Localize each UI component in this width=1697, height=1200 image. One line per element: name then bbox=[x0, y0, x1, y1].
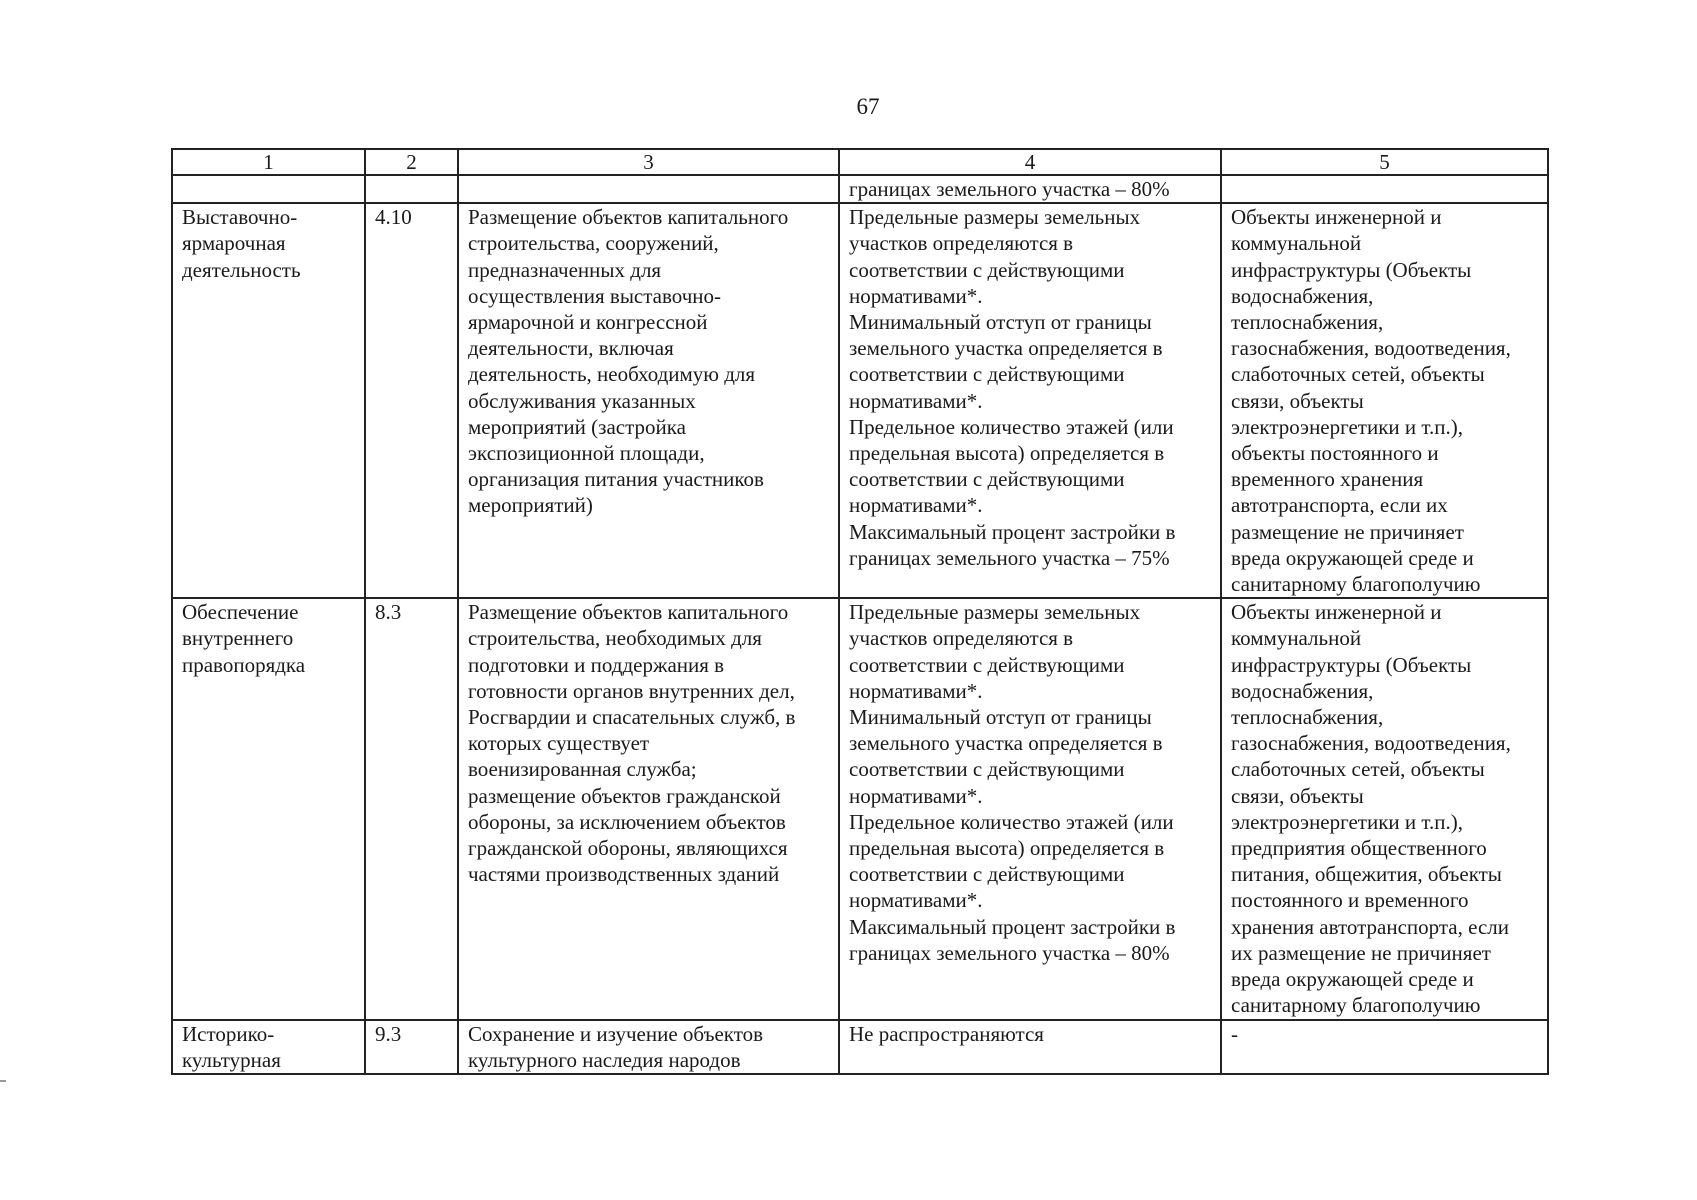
continuation-row bbox=[172, 175, 1548, 203]
page-number: 67 bbox=[856, 94, 880, 119]
continuation-cell-2 bbox=[365, 175, 458, 203]
table-row bbox=[172, 203, 1548, 598]
continuation-cell-4: границах земельного участка – 80% bbox=[839, 175, 1221, 203]
use-type-description: Размещение объектов капитального строительства, сооружений, предназначенных для осуществления выставочно- ярмарочной и конгрессной деятельности, включая деятельность, необходимую для обслуживания указанных мероприятий (застройка экспозиционной площади, организация питания участников мероприятий) bbox=[458, 203, 839, 598]
use-type-name: Обеспечение внутреннего правопорядка bbox=[172, 598, 365, 1019]
auxiliary-uses: Объекты инженерной и коммунальной инфраструктуры (Объекты водоснабжения, теплоснабжения, газоснабжения, водоотведения, слаботочных сетей, объекты связи, объекты электроэнергетики и т.п.), предприятия общественного питания, общежития, объекты постоянного и временного хранения автотранспорта, если их размещение не причиняет вреда окружающей среде и санитарному благополучию bbox=[1221, 598, 1548, 1019]
column-header-3: 3 bbox=[458, 149, 839, 175]
continuation-cell-5 bbox=[1221, 175, 1548, 203]
scan-edge-mark bbox=[0, 1080, 6, 1082]
use-type-parameters: Предельные размеры земельных участков определяются в соответствии с действующими нормативами*. Минимальный отступ от границы земельного участка определяется в соответствии с действующими нормативами*. Предельное количество этажей (или предельная высота) определяется в соответствии с действующими нормативами*. Максимальный процент застройки в границах земельного участка – 75% bbox=[839, 203, 1221, 598]
use-type-code: 8.3 bbox=[365, 598, 458, 1019]
use-type-code: 9.3 bbox=[365, 1020, 458, 1074]
use-type-name: Выставочно- ярмарочная деятельность bbox=[172, 203, 365, 598]
use-type-code: 4.10 bbox=[365, 203, 458, 598]
column-header-1: 1 bbox=[172, 149, 365, 175]
continuation-cell-1 bbox=[172, 175, 365, 203]
use-type-description: Размещение объектов капитального строительства, необходимых для подготовки и поддержания в готовности органов внутренних дел, Росгвардии и спасательных служб, в которых существует военизированная служба; размещение объектов гражданской обороны, за исключением объектов гражданской обороны, являющихся частями производственных зданий bbox=[458, 598, 839, 1019]
auxiliary-uses: - bbox=[1221, 1020, 1548, 1074]
use-type-parameters: Не распространяются bbox=[839, 1020, 1221, 1074]
continuation-cell-3 bbox=[458, 175, 839, 203]
column-header-5: 5 bbox=[1221, 149, 1548, 175]
table-row bbox=[172, 1020, 1548, 1074]
table-header-row bbox=[172, 149, 1548, 175]
column-header-4: 4 bbox=[839, 149, 1221, 175]
table-row bbox=[172, 598, 1548, 1019]
use-type-parameters: Предельные размеры земельных участков определяются в соответствии с действующими нормативами*. Минимальный отступ от границы земельного участка определяется в соответствии с действующими нормативами*. Предельное количество этажей (или предельная высота) определяется в соответствии с действующими нормативами*. Максимальный процент застройки в границах земельного участка – 80% bbox=[839, 598, 1221, 1019]
use-type-name: Историко- культурная bbox=[172, 1020, 365, 1074]
land-use-table bbox=[171, 148, 1549, 1075]
auxiliary-uses: Объекты инженерной и коммунальной инфраструктуры (Объекты водоснабжения, теплоснабжения, газоснабжения, водоотведения, слаботочных сетей, объекты связи, объекты электроэнергетики и т.п.), объекты постоянного и временного хранения автотранспорта, если их размещение не причиняет вреда окружающей среде и санитарному благополучию bbox=[1221, 203, 1548, 598]
column-header-2: 2 bbox=[365, 149, 458, 175]
use-type-description: Сохранение и изучение объектов культурного наследия народов bbox=[458, 1020, 839, 1074]
